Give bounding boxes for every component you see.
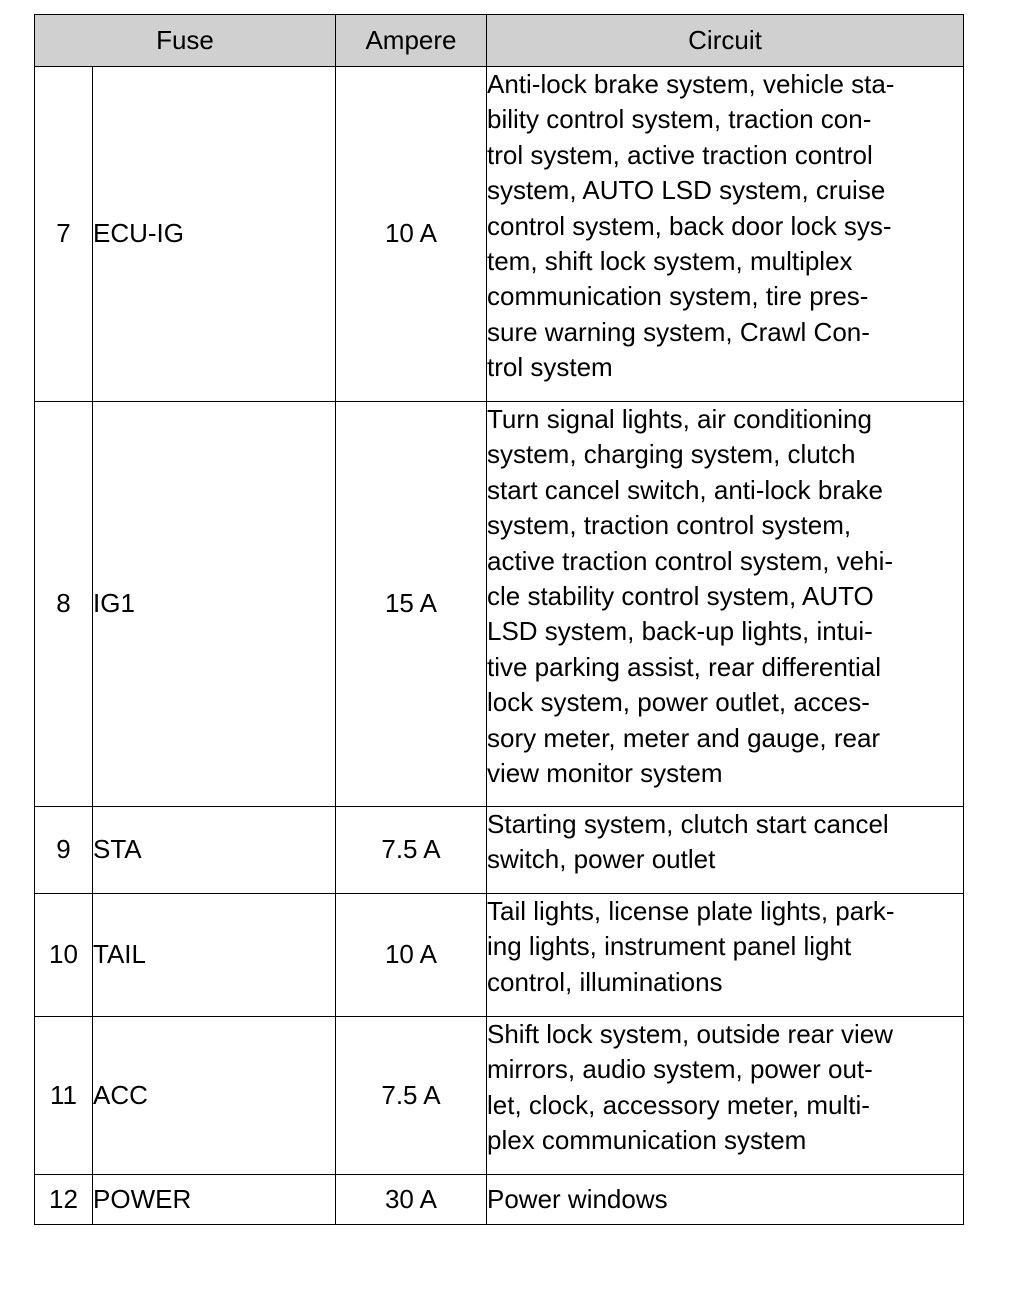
circuit-line: Shift lock system, outside rear view — [487, 1019, 894, 1049]
circuit-line: ing lights, instrument panel light — [487, 931, 852, 962]
circuit-line: Tail lights, license plate lights, park- — [487, 896, 895, 926]
circuit-line: Anti-lock brake system, vehicle sta- — [487, 69, 895, 99]
fuse-ampere: 10 A — [336, 894, 487, 1017]
fuse-name: IG1 — [93, 402, 336, 807]
fuse-number: 10 — [35, 894, 93, 1017]
table-body — [35, 67, 964, 1225]
circuit-line: trol system, active traction control — [487, 139, 873, 170]
table-row — [35, 894, 964, 1017]
circuit-line: active traction control system, vehi- — [487, 545, 894, 576]
fuse-ampere: 10 A — [336, 67, 487, 402]
fuse-ampere: 7.5 A — [336, 1017, 487, 1175]
circuit-line: tive parking assist, rear differential — [487, 651, 882, 682]
circuit-line: cle stability control system, AUTO — [487, 581, 874, 612]
circuit-line: control, illuminations — [487, 966, 723, 997]
circuit-line: start cancel switch, anti-lock brake — [487, 474, 883, 505]
fuse-number: 11 — [35, 1017, 93, 1175]
fuse-number: 8 — [35, 402, 93, 807]
fuse-circuit — [487, 402, 964, 807]
circuit-line: view monitor system — [487, 758, 723, 789]
header-circuit: Circuit — [487, 15, 964, 67]
circuit-line: LSD system, back-up lights, intui- — [487, 616, 873, 647]
fuse-name: ECU-IG — [93, 67, 336, 402]
table-row — [35, 402, 964, 807]
circuit-line: tem, shift lock system, multiplex — [487, 246, 853, 277]
circuit-line: system, AUTO LSD system, cruise — [487, 175, 886, 206]
fuse-name: TAIL — [93, 894, 336, 1017]
fuse-circuit — [487, 67, 964, 402]
circuit-line: mirrors, audio system, power out- — [487, 1054, 873, 1085]
circuit-line: trol system — [487, 352, 613, 383]
fuse-table — [34, 14, 964, 1225]
header-row — [35, 15, 964, 67]
fuse-number: 7 — [35, 67, 93, 402]
circuit-line: switch, power outlet — [487, 844, 716, 875]
circuit-line: bility control system, traction con- — [487, 104, 872, 135]
circuit-line: Turn signal lights, air conditioning — [487, 404, 872, 434]
fuse-circuit — [487, 1175, 964, 1225]
fuse-number: 12 — [35, 1175, 93, 1225]
circuit-line: Starting system, clutch start cancel — [487, 809, 889, 839]
table-row — [35, 1017, 964, 1175]
fuse-number: 9 — [35, 807, 93, 894]
fuse-circuit — [487, 1017, 964, 1175]
circuit-line: lock system, power outlet, acces- — [487, 687, 870, 718]
fuse-ampere: 7.5 A — [336, 807, 487, 894]
header-ampere: Ampere — [336, 15, 487, 67]
fuse-circuit — [487, 894, 964, 1017]
fuse-ampere: 30 A — [336, 1175, 487, 1225]
circuit-line: let, clock, accessory meter, multi- — [487, 1089, 870, 1120]
circuit-line: control system, back door lock sys- — [487, 210, 892, 241]
table-row — [35, 807, 964, 894]
fuse-name: STA — [93, 807, 336, 894]
table-row — [35, 67, 964, 402]
fuse-ampere: 15 A — [336, 402, 487, 807]
circuit-line: system, charging system, clutch — [487, 439, 856, 470]
fuse-name: POWER — [93, 1175, 336, 1225]
circuit-line: sure warning system, Crawl Con- — [487, 316, 870, 347]
fuse-name: ACC — [93, 1017, 336, 1175]
fuse-circuit — [487, 807, 964, 894]
header-fuse: Fuse — [35, 15, 336, 67]
table-row — [35, 1175, 964, 1225]
circuit-line: system, traction control system, — [487, 510, 852, 541]
circuit-line: Power windows — [487, 1183, 668, 1214]
circuit-line: communication system, tire pres- — [487, 281, 869, 312]
circuit-line: sory meter, meter and gauge, rear — [487, 722, 881, 753]
circuit-line: plex communication system — [487, 1125, 807, 1156]
table-header — [35, 15, 964, 67]
